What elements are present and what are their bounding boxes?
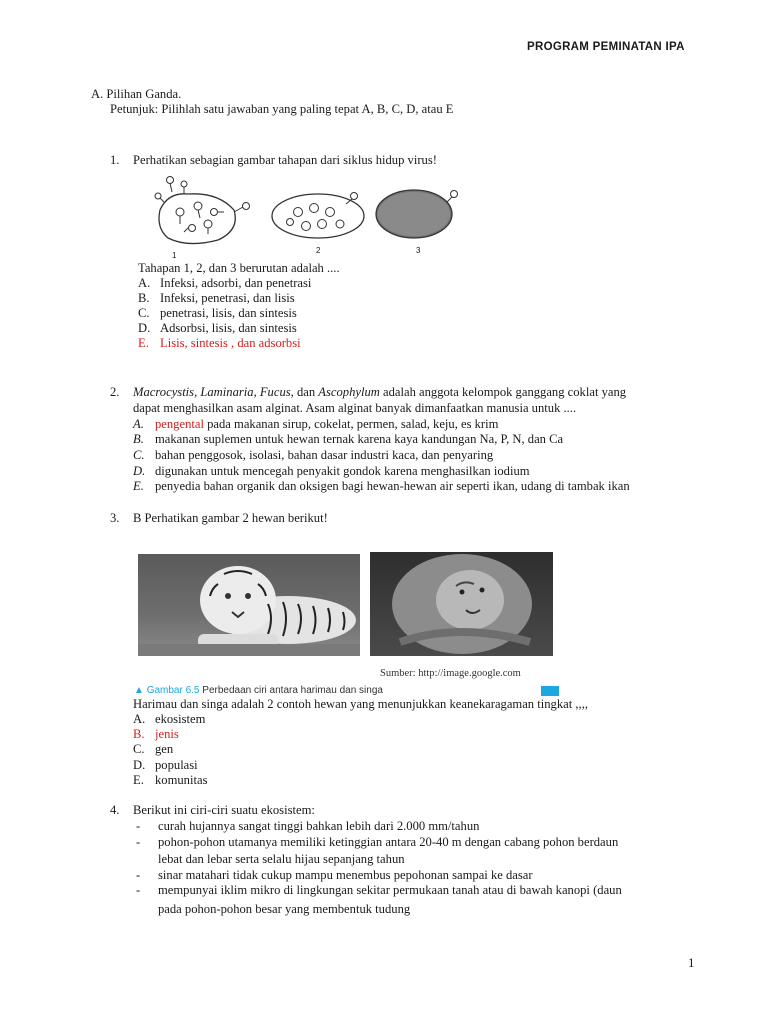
q3-text: B Perhatikan gambar 2 hewan berikut! xyxy=(133,511,328,525)
virus-cell-3 xyxy=(376,190,458,238)
q2-text-line2: dapat menghasilkan asam alginat. Asam alginat banyak dimanfaatkan manusia untuk .... xyxy=(133,401,577,415)
virus-cell-1 xyxy=(155,177,250,244)
q2-option-e: E. penyedia bahan organik dan oksigen bagi hewan-hewan air seperti ikan, udang di tambak ikan xyxy=(133,479,630,493)
q4-number: 4. xyxy=(110,803,120,817)
q1-text: Perhatikan sebagian gambar tahapan dari siklus hidup virus! xyxy=(133,153,437,167)
q2-option-d: D. digunakan untuk mencegah penyakit gondok karena menghasilkan iodium xyxy=(133,464,530,478)
lion-photo xyxy=(370,552,553,656)
q1-option-d: D. Adsorbsi, lisis, dan sintesis xyxy=(138,321,297,335)
q2-number: 2. xyxy=(110,385,120,399)
q3-option-c: C. gen xyxy=(133,742,174,756)
q4-bullet-1: - curah hujannya sangat tinggi bahkan lebih dari 2.000 mm/tahun xyxy=(136,819,480,833)
image-source: Sumber: http://image.google.com xyxy=(380,668,521,679)
q4-bullet-2: - pohon-pohon utamanya memiliki ketinggian antara 20-40 m dengan cabang pohon berdaun xyxy=(136,835,619,849)
q4-bullet-4: - mempunyai iklim mikro di lingkungan sekitar permukaan tanah atau di bawah kanopi (daun xyxy=(136,883,622,897)
q2-option-a: A. pengental pada makanan sirup, cokelat, permen, salad, keju, es krim xyxy=(133,417,499,431)
q2-text: Macrocystis, Laminaria, Fucus, dan Ascophylum adalah anggota kelompok ganggang coklat yang xyxy=(133,385,627,399)
q1-option-a: A. Infeksi, adsorbi, dan penetrasi xyxy=(138,276,312,290)
q2-option-b: B. makanan suplemen untuk hewan ternak karena kaya kandungan Na, P, N, dan Ca xyxy=(133,432,564,446)
blue-marker xyxy=(541,686,559,696)
q3-prompt: Harimau dan singa adalah 2 contoh hewan yang menunjukkan keanekaragaman tingkat ,,,, xyxy=(133,697,588,711)
section-title: A. Pilihan Ganda. xyxy=(91,87,182,101)
q2-option-c: C. bahan penggosok, isolasi, bahan dasar industri kaca, dan penyaring xyxy=(133,448,494,462)
figure-label-2: 2 xyxy=(316,246,321,255)
q3-option-d: D. populasi xyxy=(133,758,198,772)
program-header: PROGRAM PEMINATAN IPA xyxy=(527,41,685,53)
q1-number: 1. xyxy=(110,153,120,167)
section-instruction: Petunjuk: Pilihlah satu jawaban yang paling tepat A, B, C, D, atau E xyxy=(110,102,454,116)
page-number: 1 xyxy=(688,955,695,970)
q3-option-a: A. ekosistem xyxy=(133,712,206,726)
q1-prompt: Tahapan 1, 2, dan 3 berurutan adalah .... xyxy=(138,261,340,275)
q3-number: 3. xyxy=(110,511,120,525)
q4-text: Berikut ini ciri-ciri suatu ekosistem: xyxy=(133,803,315,817)
q1-option-e-answer: E. Lisis, sintesis , dan adsorbsi xyxy=(138,336,301,350)
figure-label-3: 3 xyxy=(416,246,421,255)
tiger-photo xyxy=(138,554,360,656)
q3-option-b-answer: B. jenis xyxy=(133,727,179,741)
q4-bullet-2-cont: lebat dan lebar serta selalu hijau sepanjang tahun xyxy=(158,852,405,866)
q1-option-c: C. penetrasi, lisis, dan sintesis xyxy=(138,306,297,320)
caption-triangle-icon: ▲ xyxy=(134,685,144,696)
q4-bullet-3: - sinar matahari tidak cukup mampu menembus pepohonan sampai ke dasar xyxy=(136,868,533,882)
virus-life-cycle-figure xyxy=(148,172,478,252)
q4-bullet-4-cont: pada pohon-pohon besar yang membentuk tudung xyxy=(158,902,411,916)
virus-cell-2 xyxy=(272,193,364,239)
figure-label-1: 1 xyxy=(172,251,177,260)
q1-option-b: B. Infeksi, penetrasi, dan lisis xyxy=(138,291,295,305)
figure-caption: ▲ Gambar 6.5 Perbedaan ciri antara harimau dan singa xyxy=(134,685,383,696)
q3-option-e: E. komunitas xyxy=(133,773,208,787)
